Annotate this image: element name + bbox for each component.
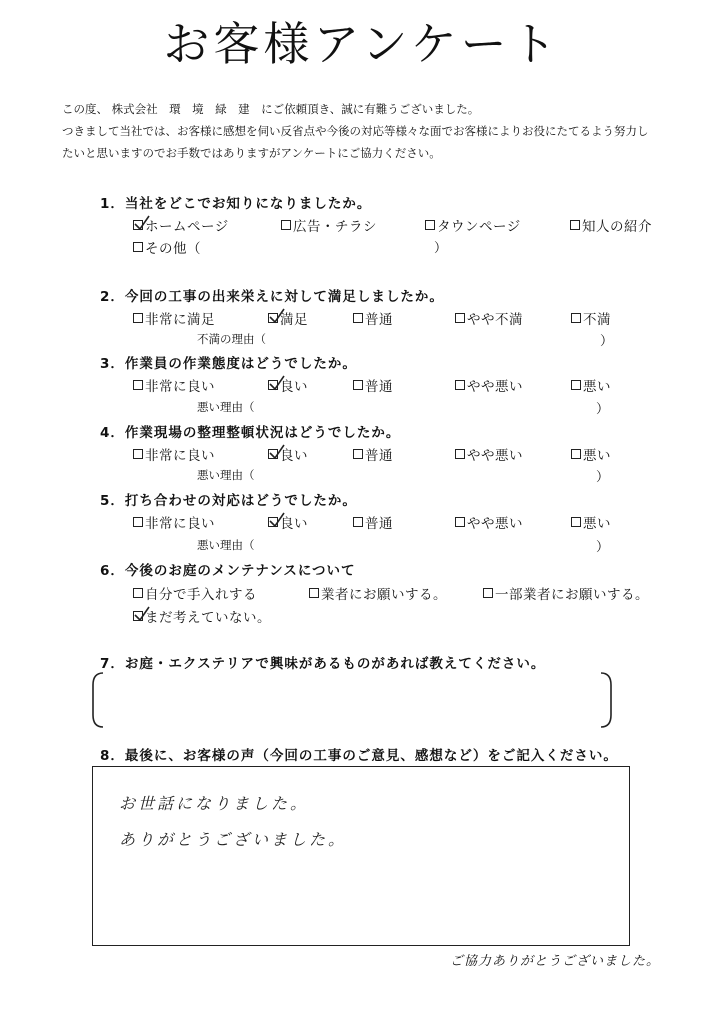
checked-checkbox-icon [133, 611, 143, 621]
q6-option-contractor[interactable] [309, 583, 447, 603]
option-label: タウンページ [437, 219, 521, 235]
checkbox-icon [571, 313, 581, 323]
question-3-label: 3．作業員の作業態度はどうでしたか。 [100, 356, 357, 372]
option-label: 普通 [365, 516, 393, 532]
option-label: 良い [280, 448, 308, 464]
question-1-label: 1．当社をどこでお知りになりましたか。 [100, 196, 372, 212]
checkbox-icon [133, 517, 143, 527]
intro-line-3: たいと思いますのでお手数ではありますがアンケートにご協力ください。 [62, 146, 441, 160]
bracket-frame-icon [91, 671, 613, 729]
q5-option-good[interactable] [268, 512, 308, 532]
intro-line-2: つきまして当社では、お客様に感想を伺い反省点や今後の対応等様々な面でお客様によりお役にたてるよう努力し [62, 124, 649, 138]
option-label: 普通 [365, 379, 393, 395]
option-label: 一部業者にお願いする。 [495, 587, 649, 603]
q3-option-bad[interactable] [571, 375, 611, 395]
q2-option-very-satisfied[interactable] [133, 308, 215, 328]
option-label: 不満 [583, 312, 611, 328]
option-label: 悪い [583, 448, 611, 464]
q5-reason-close-paren: ） [596, 540, 610, 555]
q1-option-other[interactable] [133, 237, 201, 257]
q3-option-good[interactable] [268, 375, 308, 395]
checkbox-icon [570, 220, 580, 230]
q1-option-referral[interactable] [570, 215, 652, 235]
option-label: やや不満 [467, 312, 523, 328]
q4-option-very-good[interactable] [133, 444, 215, 464]
option-label: 自分で手入れする [145, 587, 257, 603]
q6-option-self[interactable] [133, 583, 257, 603]
question-7-label: 7．お庭・エクステリアで興味があるものがあれば教えてください。 [100, 656, 546, 672]
q5-option-very-good[interactable] [133, 512, 215, 532]
checkbox-icon [483, 588, 493, 598]
checkbox-icon [571, 380, 581, 390]
option-label: 広告・チラシ [293, 219, 377, 235]
checkbox-icon [309, 588, 319, 598]
q2-option-satisfied[interactable] [268, 308, 308, 328]
checkbox-icon [425, 220, 435, 230]
q4-option-somewhat-bad[interactable] [455, 444, 523, 464]
q1-option-town-page[interactable] [425, 215, 521, 235]
q4-reason-close-paren: ） [596, 470, 610, 485]
checked-checkbox-icon [268, 313, 278, 323]
option-label: 悪い [583, 379, 611, 395]
q8-answer-line-2: ありがとうございました。 [119, 830, 348, 849]
option-label: 非常に良い [145, 448, 215, 464]
q2-reason-close-paren: ） [600, 334, 614, 349]
checked-checkbox-icon [268, 380, 278, 390]
page-title: お客様アンケート [163, 17, 561, 71]
question-2-label: 2．今回の工事の出来栄えに対して満足しましたか。 [100, 289, 444, 305]
q4-option-good[interactable] [268, 444, 308, 464]
checkbox-icon [133, 449, 143, 459]
q2-reason-label: 不満の理由（ [197, 332, 266, 346]
option-label: 業者にお願いする。 [321, 587, 447, 603]
option-label: 普通 [365, 312, 393, 328]
option-label: その他（ [145, 241, 201, 257]
option-label: 良い [280, 379, 308, 395]
checkbox-icon [353, 380, 363, 390]
option-label: やや悪い [467, 516, 523, 532]
q2-option-unsatisfied[interactable] [571, 308, 611, 328]
checked-checkbox-icon [133, 220, 143, 230]
question-5-label: 5．打ち合わせの対応はどうでしたか。 [100, 493, 357, 509]
checkbox-icon [455, 313, 465, 323]
option-label: 非常に良い [145, 516, 215, 532]
option-label: 知人の紹介 [582, 219, 652, 235]
q5-option-somewhat-bad[interactable] [455, 512, 523, 532]
q3-reason-label: 悪い理由（ [197, 400, 255, 414]
checkbox-icon [353, 313, 363, 323]
q6-option-undecided[interactable] [133, 606, 271, 626]
q4-option-normal[interactable] [353, 444, 393, 464]
checked-checkbox-icon [268, 517, 278, 527]
option-label: 悪い [583, 516, 611, 532]
checkbox-icon [571, 449, 581, 459]
q8-answer-line-1: お世話になりました。 [119, 794, 310, 813]
q1-option-homepage[interactable] [133, 215, 229, 235]
option-label: やや悪い [467, 379, 523, 395]
checked-checkbox-icon [268, 449, 278, 459]
option-label: やや悪い [467, 448, 523, 464]
question-8-label: 8．最後に、お客様の声（今回の工事のご意見、感想など）をご記入ください。 [100, 748, 618, 764]
question-6-label: 6．今後のお庭のメンテナンスについて [100, 563, 356, 579]
q8-answer-area[interactable] [92, 766, 630, 946]
checkbox-icon [455, 380, 465, 390]
option-label: 満足 [280, 312, 308, 328]
intro-line-1: この度、 株式会社 環 境 緑 建 にご依頼頂き、誠に有難うございました。 [62, 102, 480, 116]
option-label: 普通 [365, 448, 393, 464]
q5-option-normal[interactable] [353, 512, 393, 532]
checkbox-icon [133, 588, 143, 598]
option-label: まだ考えていない。 [145, 610, 271, 626]
q3-option-very-good[interactable] [133, 375, 215, 395]
q7-answer-area[interactable] [91, 671, 613, 729]
q5-option-bad[interactable] [571, 512, 611, 532]
checkbox-icon [353, 449, 363, 459]
checkbox-icon [571, 517, 581, 527]
question-4-label: 4．作業現場の整理整頓状況はどうでしたか。 [100, 425, 401, 441]
q5-reason-label: 悪い理由（ [197, 538, 255, 552]
closing-thanks: ご協力ありがとうございました。 [449, 954, 660, 969]
option-label: 非常に満足 [145, 312, 215, 328]
q2-option-normal[interactable] [353, 308, 393, 328]
q3-option-somewhat-bad[interactable] [455, 375, 523, 395]
checkbox-icon [281, 220, 291, 230]
option-label: 良い [280, 516, 308, 532]
q1-option-ad-flyer[interactable] [281, 215, 377, 235]
checkbox-icon [133, 242, 143, 252]
q6-option-partial-contractor[interactable] [483, 583, 649, 603]
q2-option-somewhat-unsatisfied[interactable] [455, 308, 523, 328]
option-label: ホームページ [145, 219, 229, 235]
checkbox-icon [133, 313, 143, 323]
q4-reason-label: 悪い理由（ [197, 468, 255, 482]
checkbox-icon [133, 380, 143, 390]
option-label: 非常に良い [145, 379, 215, 395]
checkbox-icon [455, 517, 465, 527]
checkbox-icon [353, 517, 363, 527]
q3-reason-close-paren: ） [596, 402, 610, 417]
q1-other-close-paren: ） [434, 241, 448, 256]
q4-option-bad[interactable] [571, 444, 611, 464]
q3-option-normal[interactable] [353, 375, 393, 395]
checkbox-icon [455, 449, 465, 459]
